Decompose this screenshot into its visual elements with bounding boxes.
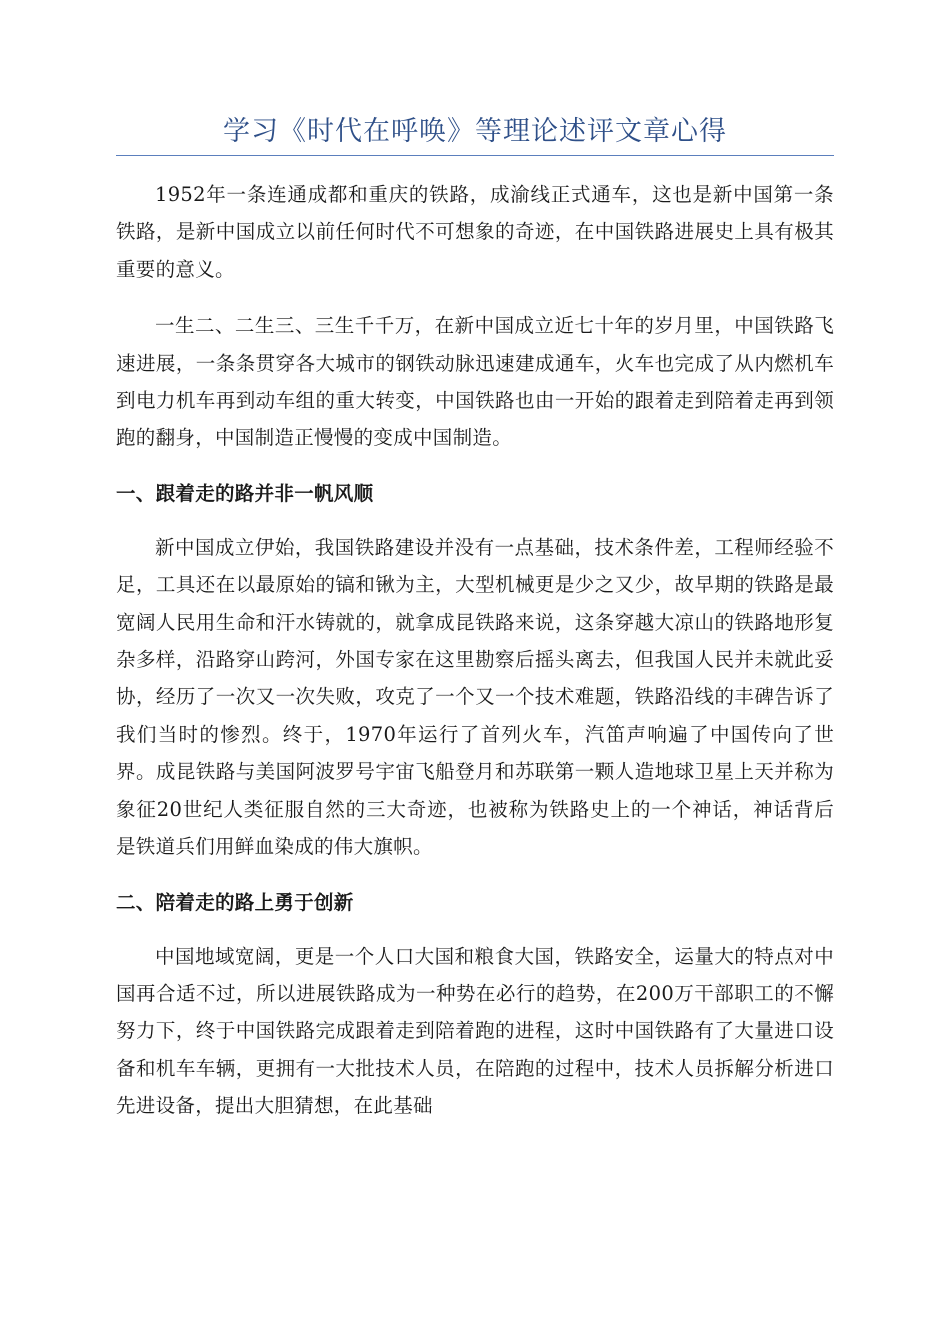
document-title: 学习《时代在呼唤》等理论述评文章心得 [116, 112, 834, 156]
section-heading-1: 一、跟着走的路并非一帆风顺 [116, 481, 374, 505]
paragraph-chengkun-railway: 新中国成立伊始，我国铁路建设并没有一点基础，技术条件差，工程师经验不足，工具还在以最原始的镐和锹为主，大型机械更是少之又少，故早期的铁路是最宽阔人民用生命和汗水铸就的，就拿成昆铁路来说，这条穿越大凉山的铁路地形复杂多样，沿路穿山跨河，外国专家在这里勘察后摇头离去，但我国人民并未就此妥协，经历了一次又一次失败，攻克了一个又一个技术难题，铁路沿线的丰碑告诉了我们当时的惨烈。终于，1970年运行了首列火车，汽笛声响遍了中国传向了世界。成昆铁路与美国阿波罗号宇宙飞船登月和苏联第一颗人造地球卫星上天并称为象征20世纪人类征服自然的三大奇迹，也被称为铁路史上的一个神话，神话背后是铁道兵们用鲜血染成的伟大旗帜。 [116, 535, 834, 859]
paragraph-innovation: 中国地域宽阔，更是一个人口大国和粮食大国，铁路安全，运量大的特点对中国再合适不过，所以进展铁路成为一种势在必行的趋势，在200万干部职工的不懈努力下，终于中国铁路完成跟着走到陪着跑的进程，这时中国铁路有了大量进口设备和机车车辆，更拥有一大批技术人员，在陪跑的过程中，技术人员拆解分析进口先进设备，提出大胆猜想，在此基础 [116, 944, 834, 1118]
paragraph-chengyu-railway: 1952年一条连通成都和重庆的铁路，成渝线正式通车，这也是新中国第一条铁路，是新中国成立以前任何时代不可想象的奇迹，在中国铁路进展史上具有极其重要的意义。 [116, 183, 834, 281]
section-heading-2: 二、陪着走的路上勇于创新 [116, 890, 354, 914]
paragraph-railway-development: 一生二、二生三、三生千千万，在新中国成立近七十年的岁月里，中国铁路飞速进展，一条条贯穿各大城市的钢铁动脉迅速建成通车，火车也完成了从内燃机车到电力机车再到动车组的重大转变，中国铁路也由一开始的跟着走到陪着走再到领跑的翻身，中国制造正慢慢的变成中国制造。 [116, 314, 834, 450]
document-page [116, 112, 834, 1125]
